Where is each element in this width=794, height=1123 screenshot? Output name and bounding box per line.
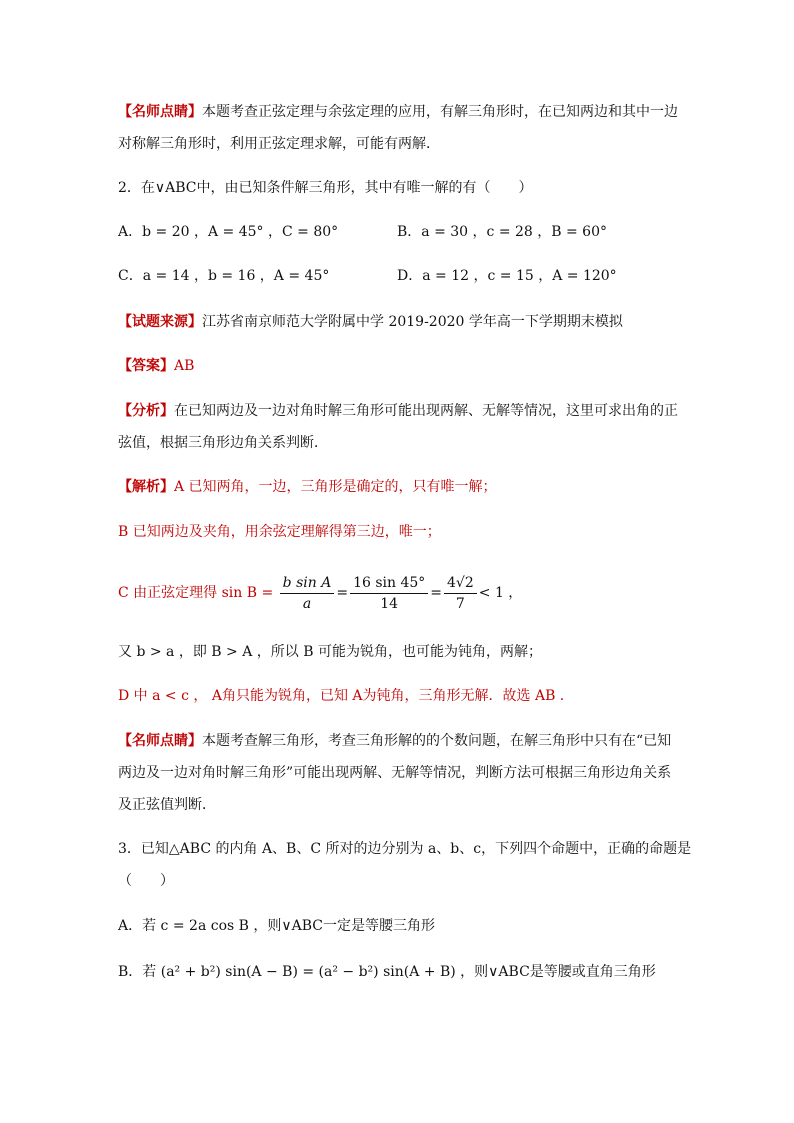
q3-stem-1: 3．已知△ABC 的内角 A、B、C 所对的边分别为 a、b、c，下列四个命题中，正确的命题是: [118, 841, 692, 857]
solution-line3-prefix: C 由正弦定理得 sin B =: [118, 585, 274, 601]
analysis-text-1: 在已知两边及一边对角时解三角形可能出现两解、无解等情况，这里可求出角的正: [174, 403, 678, 419]
analysis-line2: 弦值，根据三角形边角关系判断．: [118, 435, 328, 451]
q2-option-d: D．a = 12 ，c = 15 ，A = 120°: [397, 268, 617, 284]
q2-option-b: B．a = 30 ，c = 28 ，B = 60°: [397, 224, 607, 240]
tip2-text-1: 本题考查解三角形，考查三角形解的的个数问题，在解三角形中只有在“已知: [202, 733, 672, 749]
source-label: 【试题来源】: [118, 314, 202, 330]
fraction-2-denominator: 14: [380, 595, 399, 612]
tip1-line2: 对称解三角形时，利用正弦定理求解，可能有两解．: [118, 136, 440, 152]
solution-text-1: A 已知两角，一边，三角形是确定的，只有唯一解；: [174, 479, 497, 495]
solution-line1: [118, 477, 497, 497]
answer-text: AB: [174, 358, 195, 374]
fraction-3-numerator: 4√2: [444, 573, 477, 594]
fraction-2: [350, 573, 428, 614]
q3-option-b: B．若 (a² + b²) sin(A − B) = (a² − b²) sin(A + B) ，则∨ABC是等腰或直角三角形: [118, 964, 656, 980]
fraction-1-numerator: b sin A: [280, 573, 335, 594]
fraction-3-denominator: 7: [455, 595, 465, 612]
tip2-line2: 两边及一边对角时解三角形”可能出现两解、无解等情况，判断方法可根据三角形边角关系: [118, 765, 672, 781]
fraction-3: [444, 573, 477, 614]
q2-stem: 2．在∨ABC中，由已知条件解三角形，其中有唯一解的有（ ）: [118, 180, 533, 196]
source-line: [118, 312, 623, 332]
answer-line: [118, 356, 194, 376]
tip1-label: 【名师点睛】: [118, 104, 202, 120]
tip2-line1: [118, 731, 671, 751]
fraction-1-denominator: a: [302, 595, 312, 612]
answer-label: 【答案】: [118, 358, 174, 374]
tip1-line1: [118, 102, 678, 122]
analysis-label: 【分析】: [118, 403, 174, 419]
solution-line2: B 已知两边及夹角，用余弦定理解得第三边，唯一；: [118, 524, 441, 540]
source-text: 江苏省南京师范大学附属中学 2019-2020 学年高一下学期期末模拟: [202, 314, 623, 330]
fraction-1: [280, 573, 335, 614]
q2-option-a: A．b = 20 ，A = 45° ，C = 80°: [118, 224, 339, 240]
solution-line5: D 中 a < c ， A角只能为锐角，已知 A为钝角，三角形无解．故选 AB .: [118, 688, 565, 704]
analysis-line1: [118, 401, 678, 421]
solution-line3: C 由正弦定理得 sin B = $\frac{\text{b sin A}}{a}$ = $\frac{16 \sin 45^\circ}{14}$ = $\frac{4√2}{7}$ < 1 ，: [118, 574, 523, 612]
solution-line4: 又 b > a ，即 B > A ，所以 B 可能为锐角，也可能为钝角，两解；: [118, 644, 542, 660]
fraction-2-numerator: 16 sin 45°: [350, 573, 428, 594]
tip1-text-1: 本题考查正弦定理与余弦定理的应用，有解三角形时，在已知两边和其中一边: [202, 104, 678, 120]
q2-option-c: C．a = 14 ，b = 16 ，A = 45°: [118, 268, 330, 284]
tip2-label: 【名师点睛】: [118, 733, 202, 749]
q3-option-a: A．若 c = 2a cos B ，则∨ABC一定是等腰三角形: [118, 918, 435, 934]
tip2-line3: 及正弦值判断．: [118, 797, 216, 813]
q3-stem-2: （ ）: [118, 873, 174, 889]
solution-label: 【解析】: [118, 479, 174, 495]
solution-line3-suffix: < 1 ，: [478, 585, 523, 601]
